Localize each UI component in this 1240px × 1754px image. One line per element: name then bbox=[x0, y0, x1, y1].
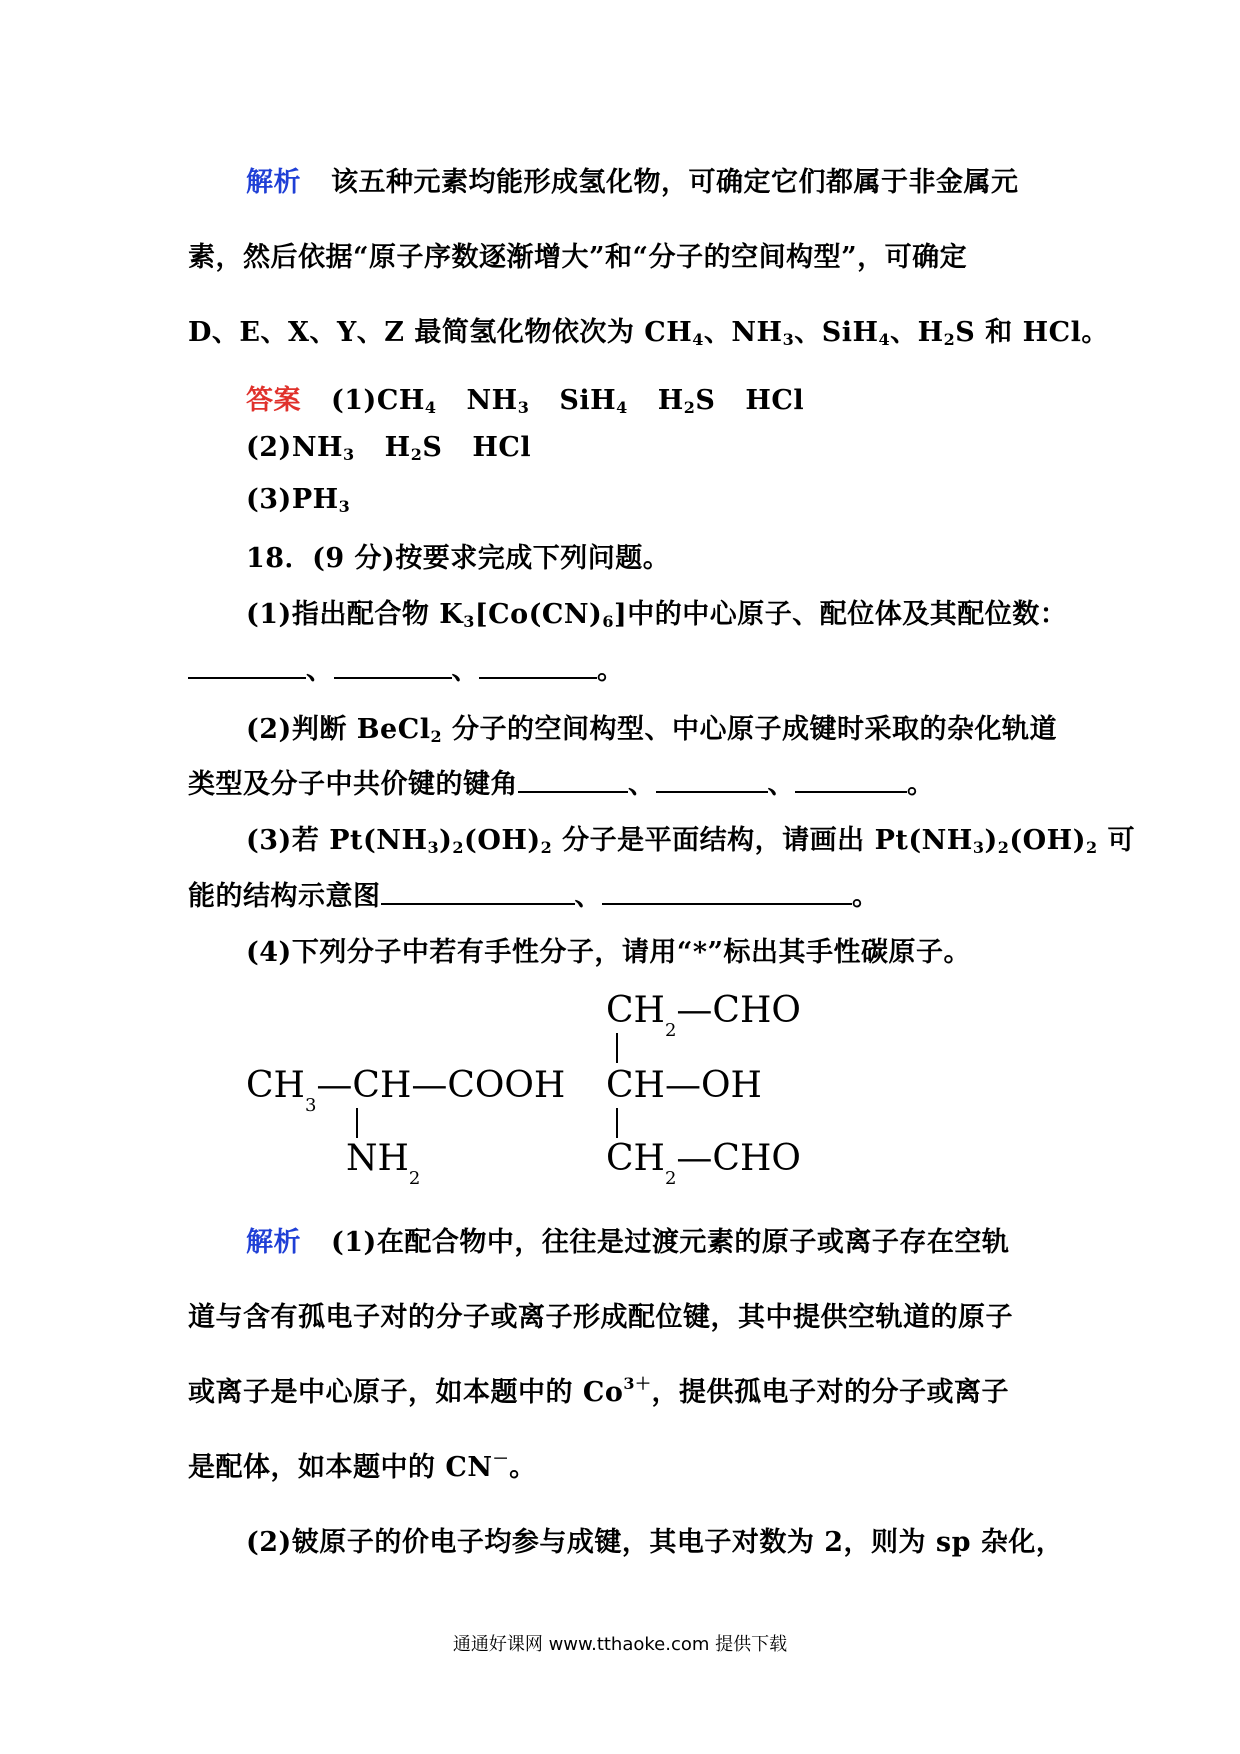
page-footer: 通通好课网 www.tthaoke.com 提供下载 bbox=[452, 1634, 788, 1655]
text: CH bbox=[606, 990, 665, 1031]
subscript: 3 bbox=[304, 1095, 317, 1116]
subscript: 3 bbox=[517, 398, 530, 417]
text: (3)若 Pt(NH bbox=[246, 825, 428, 856]
analysis-line-1 bbox=[246, 160, 1019, 199]
analysis2-line-1 bbox=[246, 1220, 1009, 1259]
subscript: 3 bbox=[782, 330, 795, 349]
answer-blank[interactable] bbox=[188, 653, 306, 679]
text: 、NH bbox=[703, 317, 783, 348]
answer-line-3 bbox=[246, 484, 350, 515]
period: 。 bbox=[597, 655, 625, 686]
analysis-text: 该五种元素均能形成氢化物，可确定它们都属于非金属元 bbox=[331, 167, 1019, 198]
separator: 、 bbox=[628, 769, 656, 800]
q18-part1-blanks bbox=[188, 648, 625, 687]
text: CH bbox=[606, 1138, 665, 1179]
text: (1)在配合物中，往往是过渡元素的原子或离子存在空轨 bbox=[331, 1227, 1010, 1258]
subscript: 3 bbox=[338, 497, 351, 516]
q18-part1-line bbox=[246, 592, 1067, 631]
text: [Co(CN) bbox=[474, 599, 603, 630]
subscript: 3 bbox=[427, 838, 440, 857]
analysis-label: 解析 bbox=[246, 1227, 301, 1258]
analysis-line-3 bbox=[188, 310, 1109, 349]
subscript: 4 bbox=[424, 398, 437, 417]
q18-part2-line-2 bbox=[188, 762, 935, 801]
text: 分子是平面结构，请画出 Pt(NH bbox=[552, 825, 973, 856]
subscript: 3 bbox=[343, 445, 355, 464]
dialdehyde-bottom bbox=[606, 1138, 801, 1189]
subscript: 2 bbox=[664, 1168, 677, 1189]
subscript: 4 bbox=[878, 330, 891, 349]
text: ) bbox=[984, 825, 998, 856]
text: H bbox=[384, 432, 411, 463]
text: (2)NH bbox=[246, 432, 344, 463]
subscript: 4 bbox=[692, 330, 704, 349]
text: 或离子是中心原子，如本题中的 Co bbox=[188, 1377, 624, 1408]
subscript: 6 bbox=[602, 612, 614, 631]
subscript: 2 bbox=[683, 398, 696, 417]
subscript: 2 bbox=[997, 838, 1010, 857]
subscript: 2 bbox=[408, 1168, 421, 1189]
text: (1)指出配合物 K bbox=[246, 599, 464, 630]
text: 、H bbox=[890, 317, 944, 348]
analysis2-line-2: 道与含有孤电子对的分子或离子形成配位键，其中提供空轨道的原子 bbox=[188, 1302, 1013, 1333]
bond-line bbox=[616, 1108, 618, 1138]
text: NH bbox=[466, 385, 518, 416]
subscript: 3 bbox=[463, 612, 475, 631]
superscript: 3＋ bbox=[623, 1374, 652, 1393]
superscript: － bbox=[492, 1449, 510, 1468]
alanine-main-chain bbox=[246, 1065, 566, 1116]
text: H bbox=[657, 385, 684, 416]
text: 是配体，如本题中的 CN bbox=[188, 1452, 493, 1483]
text: CH bbox=[246, 1065, 305, 1106]
period: 。 bbox=[907, 769, 935, 800]
text: —CHO bbox=[676, 990, 801, 1031]
text: 、SiH bbox=[794, 317, 879, 348]
subscript: 2 bbox=[540, 838, 553, 857]
analysis-label: 解析 bbox=[246, 167, 301, 198]
text: HCl bbox=[745, 385, 805, 416]
answer-blank[interactable] bbox=[479, 653, 597, 679]
text: S bbox=[422, 432, 443, 463]
subscript: 2 bbox=[430, 727, 443, 746]
text: S 和 HCl。 bbox=[955, 317, 1109, 348]
text: ]中的中心原子、配位体及其配位数： bbox=[613, 599, 1068, 630]
text: 分子的空间构型、中心原子成键时采取的杂化轨道 bbox=[442, 714, 1058, 745]
q18-part3-line-2 bbox=[188, 874, 880, 913]
separator: 、 bbox=[306, 655, 334, 686]
answer-label: 答案 bbox=[246, 385, 301, 416]
text: S bbox=[695, 385, 716, 416]
answer-blank[interactable] bbox=[795, 767, 907, 793]
subscript: 3 bbox=[972, 838, 985, 857]
text: (2)判断 BeCl bbox=[246, 714, 431, 745]
subscript: 2 bbox=[943, 330, 956, 349]
dialdehyde-top bbox=[606, 990, 801, 1041]
alanine-amino-group bbox=[346, 1138, 421, 1189]
text: ，提供孤电子对的分子或离子 bbox=[651, 1377, 1010, 1408]
subscript: 2 bbox=[452, 838, 465, 857]
analysis-line-2: 素，然后依据“原子序数逐渐增大”和“分子的空间构型”，可确定 bbox=[188, 242, 968, 273]
subscript: 4 bbox=[616, 398, 628, 417]
text: 。 bbox=[509, 1452, 537, 1483]
answer-blank[interactable] bbox=[656, 767, 768, 793]
answer-blank[interactable] bbox=[334, 653, 452, 679]
answer-blank[interactable] bbox=[518, 767, 628, 793]
period: 。 bbox=[852, 881, 880, 912]
answer-line-1 bbox=[246, 378, 804, 417]
analysis2-line-4 bbox=[188, 1445, 537, 1484]
text: (OH) bbox=[464, 825, 541, 856]
text: HCl bbox=[472, 432, 532, 463]
q18-part2-line-1 bbox=[246, 707, 1057, 746]
analysis2-line-3 bbox=[188, 1370, 1009, 1409]
separator: 、 bbox=[574, 881, 602, 912]
text: —CH—COOH bbox=[316, 1065, 566, 1106]
bond-line bbox=[616, 1033, 618, 1063]
text: 可 bbox=[1097, 825, 1136, 856]
text: (1)CH bbox=[331, 385, 425, 416]
subscript: 2 bbox=[1085, 838, 1098, 857]
dialdehyde-middle: CH—OH bbox=[606, 1065, 762, 1106]
bond-line bbox=[356, 1108, 358, 1138]
q18-part3-line-1 bbox=[246, 818, 1135, 857]
text: —CHO bbox=[676, 1138, 801, 1179]
subscript: 2 bbox=[664, 1020, 677, 1041]
text: (3)PH bbox=[246, 484, 339, 515]
answer-blank[interactable] bbox=[381, 879, 575, 905]
text: ) bbox=[439, 825, 453, 856]
answer-blank[interactable] bbox=[602, 879, 852, 905]
analysis2-line-5: (2)铍原子的价电子均参与成键，其电子对数为 2，则为 sp 杂化， bbox=[246, 1527, 1064, 1558]
answer-line-2 bbox=[246, 432, 531, 463]
separator: 、 bbox=[767, 769, 795, 800]
text: NH bbox=[346, 1138, 409, 1179]
text: D、E、X、Y、Z 最简氢化物依次为 CH bbox=[188, 317, 693, 348]
text: (OH) bbox=[1009, 825, 1086, 856]
subscript: 2 bbox=[410, 445, 423, 464]
separator: 、 bbox=[451, 655, 479, 686]
text: SiH bbox=[559, 385, 617, 416]
q18-part4-line: (4)下列分子中若有手性分子，请用“*”标出其手性碳原子。 bbox=[246, 937, 972, 968]
text: 类型及分子中共价键的键角 bbox=[188, 769, 518, 800]
text: 能的结构示意图 bbox=[188, 881, 381, 912]
question-18-title: 18．(9 分)按要求完成下列问题。 bbox=[246, 543, 671, 574]
